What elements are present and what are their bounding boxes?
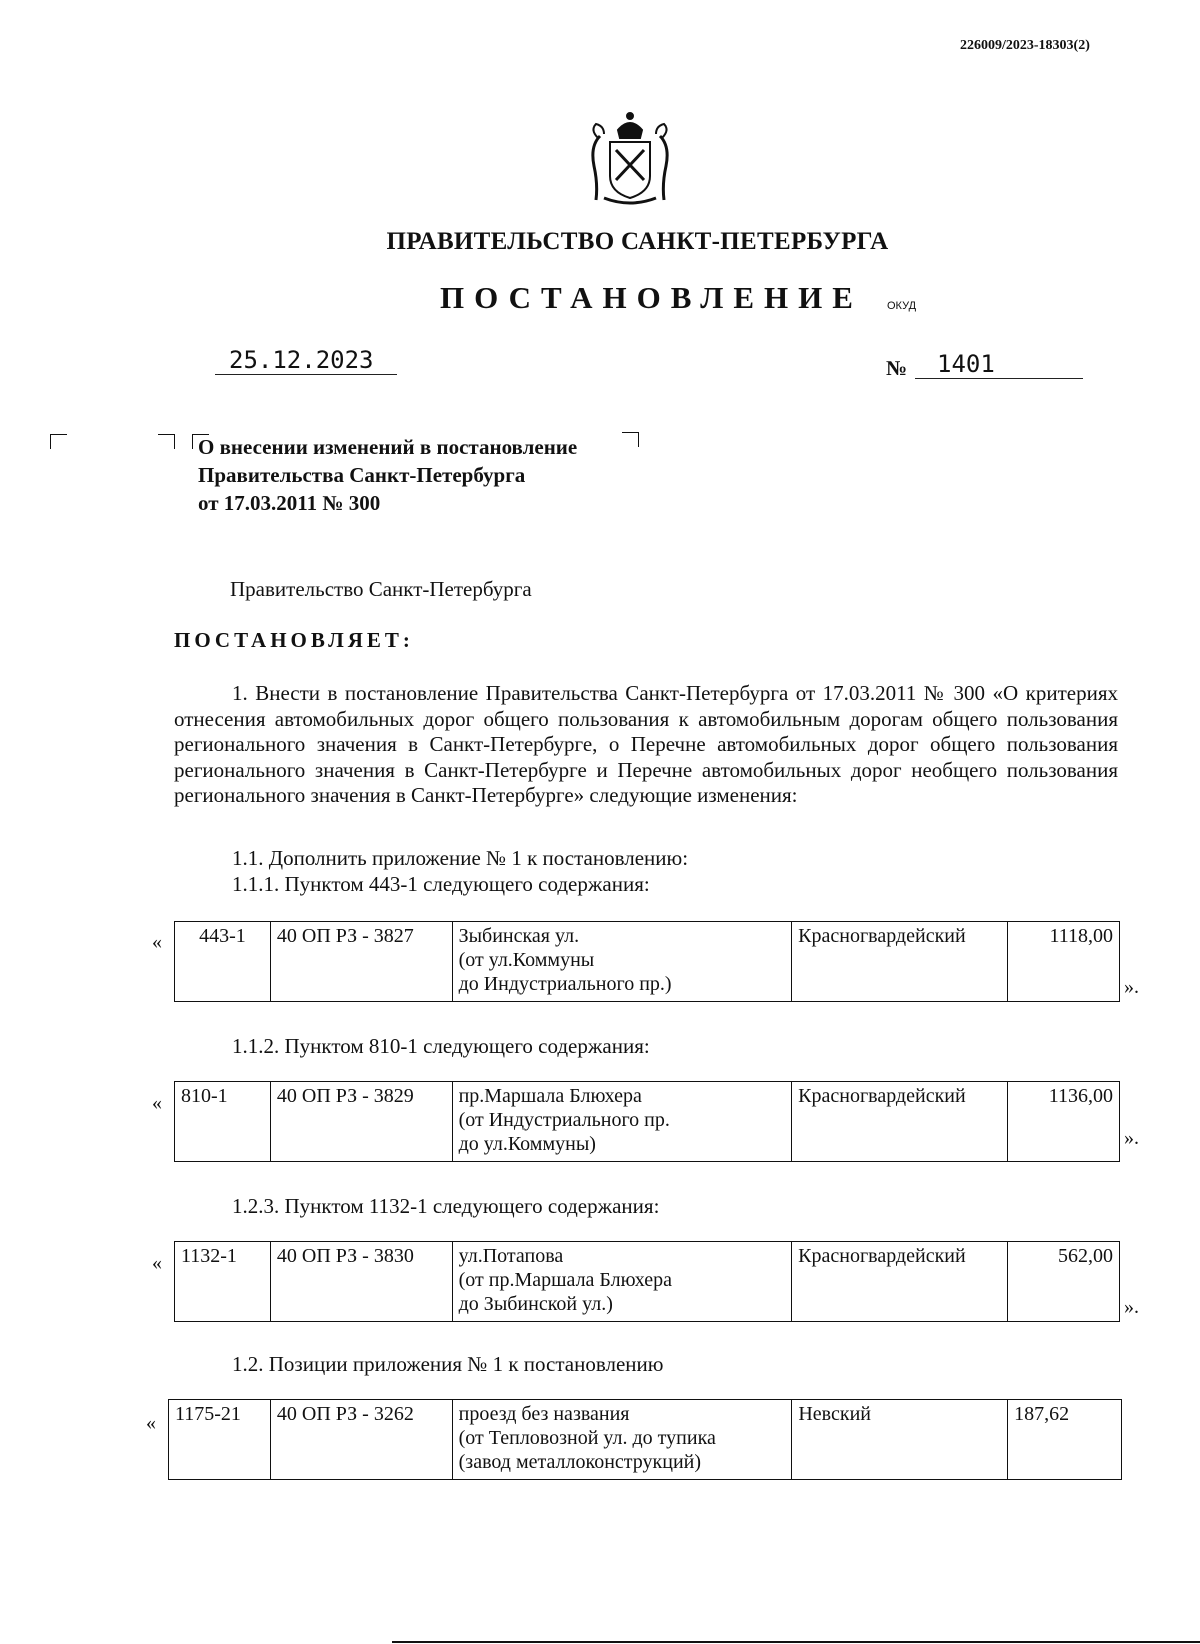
- document-type-title: ПОСТАНОВЛЕНИЕ: [440, 280, 863, 315]
- item-1-2-3: 1.2.3. Пунктом 1132-1 следующего содержания:: [232, 1194, 660, 1218]
- close-quote: ».: [1124, 1127, 1139, 1149]
- road-name-line: (от Тепловозной ул. до тупика: [458, 1427, 716, 1449]
- corner-bracket: [50, 434, 67, 449]
- decree-subject: [198, 433, 577, 517]
- cell-road-name: [452, 922, 792, 1002]
- cell-road-name: [452, 1242, 792, 1322]
- road-name-line: (от Индустриального пр.: [458, 1109, 670, 1131]
- cell-length: 1136,00: [1008, 1082, 1120, 1162]
- cell-code: 40 ОП РЗ - 3830: [270, 1242, 452, 1322]
- road-table: [174, 1241, 1120, 1322]
- cell-road-name: [452, 1400, 792, 1480]
- open-quote: «: [152, 1252, 162, 1274]
- road-name-line: проезд без названия: [458, 1403, 630, 1425]
- item-1-paragraph: 1. Внести в постановление Правительства Санкт-Петербурга от 17.03.2011 № 300 «О критериях отнесения автомобильных дорог общего пользования к автомобильным дорогам общего пользования регионального значения в Санкт-Петербурге, о Перечне автомобильных дорог общего пользования регионального значения в Санкт-Петербурге и Перечне автомобильных дорог необщего пользования регионального значения в Санкт-Петербурге» следующие изменения:: [174, 681, 1118, 807]
- item-1-1-1: 1.1.1. Пунктом 443-1 следующего содержания:: [232, 872, 650, 896]
- document-registration-number: 226009/2023-18303(2): [960, 38, 1090, 53]
- road-name-line: (от пр.Маршала Блюхера: [458, 1269, 673, 1291]
- road-name-line: Зыбинская ул.: [458, 925, 580, 947]
- cell-number: 1175-21: [169, 1400, 271, 1480]
- road-name-line: (от ул.Коммуны: [458, 949, 595, 971]
- road-name-line: ул.Потапова: [458, 1245, 564, 1267]
- decree-number: 1401: [915, 350, 1083, 379]
- table-row: [175, 922, 1120, 1002]
- road-name-line: (завод металлоконструкций): [458, 1451, 702, 1473]
- open-quote: «: [152, 1092, 162, 1114]
- cell-number: 443-1: [175, 922, 271, 1002]
- table-row: [175, 1082, 1120, 1162]
- preamble: Правительство Санкт-Петербурга: [230, 577, 532, 601]
- item-1-1-2: 1.1.2. Пунктом 810-1 следующего содержания:: [232, 1034, 650, 1058]
- cell-district: Невский: [792, 1400, 1008, 1480]
- table-row: [169, 1400, 1122, 1480]
- cell-length: 1118,00: [1008, 922, 1120, 1002]
- road-table: [174, 921, 1120, 1002]
- cell-code: 40 ОП РЗ - 3262: [270, 1400, 452, 1480]
- resolves-heading: ПОСТАНОВЛЯЕТ:: [174, 628, 414, 652]
- cell-code: 40 ОП РЗ - 3829: [270, 1082, 452, 1162]
- corner-bracket: [158, 434, 175, 449]
- cell-code: 40 ОП РЗ - 3827: [270, 922, 452, 1002]
- item-1-1: 1.1. Дополнить приложение № 1 к постановлению:: [232, 846, 689, 870]
- table-row: [175, 1242, 1120, 1322]
- item-1-2: 1.2. Позиции приложения № 1 к постановлению: [232, 1352, 664, 1376]
- government-title: ПРАВИТЕЛЬСТВО САНКТ-ПЕТЕРБУРГА: [386, 228, 889, 255]
- decree-date: 25.12.2023: [215, 346, 397, 375]
- road-name-line: до Зыбинской ул.): [458, 1293, 613, 1315]
- road-table: [174, 1081, 1120, 1162]
- item-1-text: [174, 681, 1118, 809]
- cell-district: Красногвардейский: [792, 1242, 1008, 1322]
- okud-label: ОКУД: [887, 300, 917, 312]
- cell-district: Красногвардейский: [792, 1082, 1008, 1162]
- page-edge-line: [392, 1641, 1200, 1643]
- cell-length: 187,62: [1008, 1400, 1122, 1480]
- road-name-line: до Индустриального пр.): [458, 973, 672, 995]
- spb-coat-of-arms-icon: [580, 108, 680, 208]
- subject-line: Правительства Санкт-Петербурга: [198, 463, 526, 487]
- open-quote: «: [152, 931, 162, 953]
- road-table: [168, 1399, 1122, 1480]
- open-quote: «: [146, 1412, 156, 1434]
- subject-line: от 17.03.2011 № 300: [198, 491, 381, 515]
- close-quote: ».: [1124, 1296, 1139, 1318]
- road-name-line: до ул.Коммуны): [458, 1133, 596, 1155]
- subject-line: О внесении изменений в постановление: [198, 435, 578, 459]
- cell-district: Красногвардейский: [792, 922, 1008, 1002]
- cell-number: 810-1: [175, 1082, 271, 1162]
- cell-length: 562,00: [1008, 1242, 1120, 1322]
- corner-bracket: [622, 432, 639, 447]
- close-quote: ».: [1124, 976, 1139, 998]
- number-label: №: [886, 356, 908, 380]
- cell-number: 1132-1: [175, 1242, 271, 1322]
- road-name-line: пр.Маршала Блюхера: [458, 1085, 642, 1107]
- cell-road-name: [452, 1082, 792, 1162]
